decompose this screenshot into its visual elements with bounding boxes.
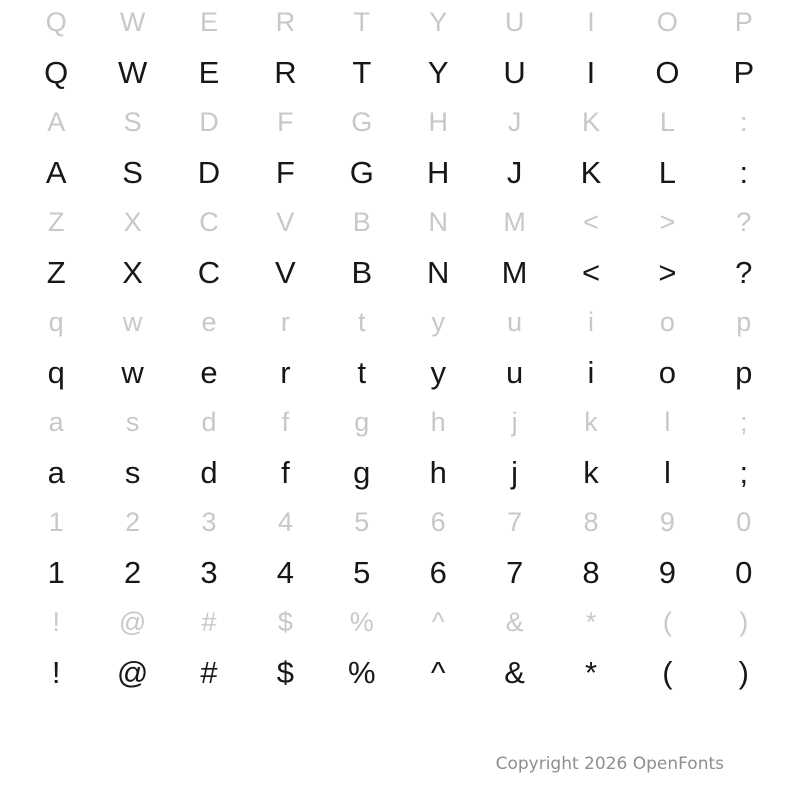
glyph-cell: O — [655, 54, 680, 90]
glyph-cell: f — [281, 406, 290, 437]
glyph-cell: 1 — [48, 506, 64, 537]
glyph-cell: k — [583, 454, 599, 490]
glyph-cell: 8 — [583, 506, 599, 537]
glyph-cell: Z — [46, 254, 66, 290]
glyph-cell: 4 — [277, 506, 293, 537]
glyph-cell: I — [587, 6, 595, 37]
glyph-cell: $ — [277, 606, 293, 637]
glyph-cell: r — [280, 306, 290, 337]
glyph-cell: o — [659, 306, 675, 337]
glyph-cell: j — [511, 406, 518, 437]
glyph-cell: B — [351, 254, 373, 290]
glyph-cell: ! — [51, 654, 61, 690]
glyph-cell: t — [358, 306, 366, 337]
glyph-cell: : — [740, 106, 748, 137]
glyph-cell: s — [124, 454, 141, 490]
glyph-cell: e — [200, 354, 218, 390]
glyph-cell: V — [275, 254, 296, 290]
glyph-cell: V — [276, 206, 295, 237]
glyph-cell: p — [736, 306, 752, 337]
glyph-cell: j — [511, 454, 519, 490]
glyph-cell: s — [125, 406, 140, 437]
glyph-cell: > — [659, 206, 676, 237]
glyph-cell: u — [507, 306, 523, 337]
glyph-row — [0, 242, 800, 302]
glyph-cell: ( — [662, 654, 673, 690]
glyph-cell: T — [352, 54, 372, 90]
glyph-row — [0, 402, 800, 442]
glyph-cell: B — [352, 206, 371, 237]
glyph-cell: Y — [429, 6, 448, 37]
glyph-cell: 5 — [354, 506, 370, 537]
glyph-row — [0, 342, 800, 402]
glyph-cell: S — [123, 106, 142, 137]
glyph-cell: X — [123, 206, 142, 237]
glyph-cell: W — [117, 54, 148, 90]
glyph-cell: ^ — [431, 606, 445, 637]
glyph-cell: ^ — [430, 654, 446, 690]
glyph-cell: w — [122, 306, 143, 337]
glyph-row — [0, 442, 800, 502]
glyph-cell: ! — [52, 606, 60, 637]
glyph-cell: N — [428, 206, 448, 237]
glyph-cell: < — [581, 254, 601, 290]
glyph-cell: 7 — [507, 506, 523, 537]
glyph-cell: i — [587, 306, 594, 337]
glyph-cell: g — [353, 454, 371, 490]
glyph-cell: Q — [45, 6, 67, 37]
glyph-cell: o — [658, 354, 677, 390]
glyph-cell: D — [199, 106, 219, 137]
glyph-cell: 7 — [505, 554, 524, 590]
glyph-cell: L — [658, 154, 677, 190]
glyph-cell: E — [199, 6, 218, 37]
glyph-cell: y — [431, 306, 445, 337]
glyph-row — [0, 642, 800, 702]
glyph-cell: 6 — [429, 554, 447, 590]
glyph-cell: ? — [735, 254, 753, 290]
glyph-cell: ? — [736, 206, 752, 237]
glyph-cell: M — [503, 206, 526, 237]
glyph-cell: t — [357, 354, 367, 390]
glyph-cell: $ — [276, 654, 295, 690]
glyph-row — [0, 102, 800, 142]
glyph-cell: ) — [739, 606, 749, 637]
glyph-cell: & — [505, 606, 524, 637]
glyph-cell: E — [198, 54, 220, 90]
glyph-cell: F — [277, 106, 294, 137]
glyph-cell: P — [733, 54, 755, 90]
glyph-cell: Z — [47, 206, 65, 237]
glyph-row — [0, 2, 800, 42]
glyph-row — [0, 142, 800, 202]
glyph-cell: i — [587, 354, 595, 390]
glyph-cell: ; — [739, 454, 749, 490]
glyph-cell: % — [349, 606, 374, 637]
glyph-cell: U — [504, 6, 525, 37]
glyph-cell: X — [122, 254, 143, 290]
glyph-cell: U — [503, 54, 526, 90]
glyph-cell: H — [428, 106, 448, 137]
copyright-notice: Copyright 2026 OpenFonts — [495, 754, 724, 774]
glyph-cell: 9 — [658, 554, 677, 590]
glyph-cell: y — [430, 354, 446, 390]
glyph-row — [0, 502, 800, 542]
glyph-row — [0, 202, 800, 242]
glyph-cell: d — [200, 454, 218, 490]
glyph-cell: # — [201, 606, 217, 637]
glyph-row — [0, 602, 800, 642]
glyph-cell: 4 — [276, 554, 295, 590]
glyph-cell: # — [200, 654, 218, 690]
glyph-cell: R — [275, 6, 296, 37]
glyph-cell: P — [734, 6, 753, 37]
glyph-cell: C — [197, 254, 221, 290]
glyph-cell: h — [429, 454, 447, 490]
glyph-cell: C — [199, 206, 219, 237]
glyph-cell: L — [659, 106, 675, 137]
glyph-cell: @ — [118, 606, 147, 637]
glyph-cell: a — [48, 406, 64, 437]
glyph-cell: 0 — [735, 554, 753, 590]
glyph-row — [0, 42, 800, 102]
glyph-cell: A — [45, 154, 67, 190]
glyph-cell: * — [584, 654, 598, 690]
glyph-cell: l — [664, 406, 671, 437]
glyph-cell: < — [583, 206, 599, 237]
glyph-cell: g — [354, 406, 370, 437]
glyph-cell: 2 — [125, 506, 141, 537]
glyph-cell: 9 — [659, 506, 675, 537]
glyph-cell: O — [656, 6, 678, 37]
glyph-row — [0, 302, 800, 342]
glyph-cell: H — [427, 154, 450, 190]
glyph-cell: W — [119, 6, 146, 37]
glyph-cell: K — [580, 154, 602, 190]
glyph-cell: F — [275, 154, 295, 190]
glyph-cell: Q — [44, 54, 69, 90]
glyph-cell: I — [586, 54, 596, 90]
glyph-cell: q — [48, 306, 64, 337]
glyph-cell: K — [581, 106, 600, 137]
glyph-cell: e — [201, 306, 217, 337]
glyph-cell: ; — [740, 406, 748, 437]
glyph-cell: 1 — [47, 554, 65, 590]
glyph-cell: w — [121, 354, 144, 390]
glyph-cell: p — [735, 354, 753, 390]
glyph-cell: 8 — [582, 554, 600, 590]
glyph-cell: T — [353, 6, 371, 37]
glyph-cell: : — [739, 154, 749, 190]
glyph-cell: % — [348, 654, 376, 690]
glyph-cell: N — [427, 254, 450, 290]
glyph-cell: 5 — [353, 554, 371, 590]
glyph-cell: R — [274, 54, 297, 90]
glyph-cell: 6 — [430, 506, 446, 537]
glyph-cell: f — [281, 454, 290, 490]
glyph-cell: ( — [662, 606, 672, 637]
glyph-cell: J — [506, 154, 523, 190]
glyph-cell: 2 — [123, 554, 142, 590]
glyph-cell: A — [47, 106, 66, 137]
glyph-cell: k — [584, 406, 598, 437]
glyph-cell: > — [658, 254, 677, 290]
glyph-cell: G — [351, 106, 373, 137]
glyph-cell: r — [280, 354, 291, 390]
glyph-cell: Y — [427, 54, 449, 90]
glyph-cell: 3 — [200, 554, 218, 590]
glyph-row — [0, 542, 800, 602]
glyph-cell: S — [122, 154, 143, 190]
glyph-cell: a — [47, 454, 65, 490]
glyph-cell: q — [47, 354, 65, 390]
glyph-cell: G — [349, 154, 374, 190]
glyph-cell: d — [201, 406, 217, 437]
glyph-cell: J — [507, 106, 522, 137]
glyph-cell: 0 — [736, 506, 752, 537]
glyph-cell: 3 — [201, 506, 217, 537]
glyph-cell: * — [585, 606, 597, 637]
glyph-cell: l — [663, 454, 671, 490]
glyph-cell: u — [505, 354, 524, 390]
glyph-cell: ) — [738, 654, 749, 690]
glyph-cell: @ — [116, 654, 149, 690]
glyph-cell: D — [197, 154, 221, 190]
glyph-cell: h — [430, 406, 446, 437]
glyph-cell: M — [501, 254, 528, 290]
glyph-cell: & — [504, 654, 525, 690]
